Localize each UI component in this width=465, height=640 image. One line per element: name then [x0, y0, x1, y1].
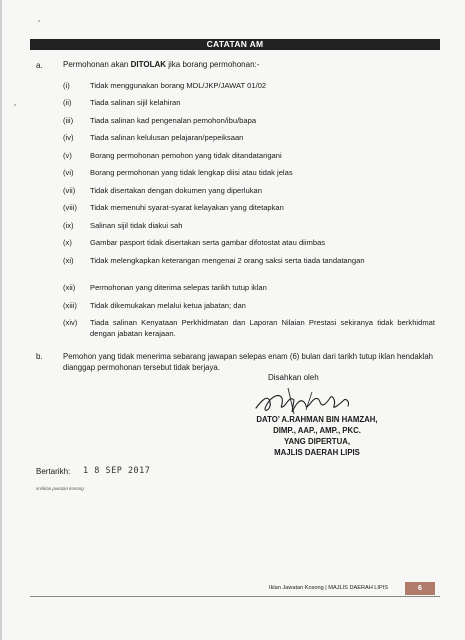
- item-number: (xiii): [63, 301, 77, 310]
- section-b-text: Pemohon yang tidak menerima sebarang jawapan selepas enam (6) bulan dari tarikh tutup iklan hendaklah dianggap permohonan tersebut tidak berjaya.: [63, 352, 433, 372]
- section-a-intro: [63, 60, 259, 69]
- scan-edge: [0, 0, 2, 640]
- item-text: Tiada salinan kelulusan pelajaran/pepeiksaan: [90, 133, 244, 142]
- scan-speck: [14, 104, 16, 106]
- signatory-name: DATO’ A.RAHMAN BIN HAMZAH,: [256, 415, 378, 424]
- verified-by-label: Disahkan oleh: [268, 373, 319, 382]
- signatory-org: MAJLIS DAERAH LIPIS: [274, 448, 360, 457]
- date-stamp: 1 8 SEP 2017: [83, 466, 151, 476]
- item-text: Gambar pasport tidak disertakan serta gambar difotostat atau diimbas: [90, 238, 326, 247]
- item-text: Tidak menggunakan borang MDL/JKP/JAWAT 01/02: [90, 81, 267, 90]
- signatory-block: [222, 414, 412, 458]
- footer-label: Iklan Jawatan Kosong | MAJLIS DAERAH LIPIS: [269, 585, 388, 591]
- item-number: (xii): [63, 283, 76, 292]
- item-text: Tiada salinan Kenyataan Perkhidmatan dan Laporan Nilaian Prestasi sekiranya tidak berkhidmat dengan jabatan kerajaan.: [90, 318, 435, 338]
- section-header: CATATAN AM: [30, 39, 440, 50]
- footer-divider: [30, 596, 440, 597]
- item-number: (vii): [63, 186, 76, 195]
- file-reference-note: sn/iklan jawatan kosong: [36, 486, 84, 491]
- intro-bold: DITOLAK: [130, 60, 167, 69]
- item-text: Salinan sijil tidak diakui sah: [90, 221, 183, 230]
- footer-text: [196, 582, 426, 595]
- item-number: (ix): [63, 221, 74, 230]
- item-number: (v): [63, 151, 72, 160]
- item-text: Tidak dikemukakan melalui ketua jabatan; dan: [90, 301, 246, 310]
- item-number: (iv): [63, 133, 74, 142]
- scan-speck: [38, 20, 40, 22]
- section-a-letter: a.: [36, 61, 43, 70]
- item-text: Tiada salinan sijil kelahiran: [90, 98, 181, 107]
- item-number: (x): [63, 238, 72, 247]
- item-text: Tiada salinan kad pengenalan pemohon/ibu/bapa: [90, 116, 257, 125]
- item-number: (i): [63, 81, 70, 90]
- page-number: 6: [405, 582, 435, 595]
- item-text: Permohonan yang diterima selepas tarikh tutup iklan: [90, 283, 267, 292]
- item-text: Tidak melengkapkan keterangan mengenai 2 orang saksi serta tiada tandatangan: [90, 256, 365, 265]
- item-number: (xi): [63, 256, 74, 265]
- date-label: Bertarikh:: [36, 467, 71, 476]
- item-number: (viii): [63, 203, 77, 212]
- intro-prefix: Permohonan akan: [63, 60, 131, 69]
- item-number: (iii): [63, 116, 74, 125]
- item-text: Tidak memenuhi syarat-syarat kelayakan yang ditetapkan: [90, 203, 284, 212]
- item-text: Borang permohonan pemohon yang tidak ditandatangani: [90, 151, 282, 160]
- signatory-titles: DIMP., AAP., AMP., PKC.: [273, 426, 361, 435]
- section-b-letter: b.: [36, 352, 43, 361]
- item-number: (vi): [63, 168, 74, 177]
- item-number: (ii): [63, 98, 72, 107]
- signatory-position: YANG DIPERTUA,: [284, 437, 350, 446]
- item-text: Tidak disertakan dengan dokumen yang diperlukan: [90, 186, 262, 195]
- intro-suffix: jika borang permohonan:-: [166, 60, 260, 69]
- item-number: (xiv): [63, 318, 78, 327]
- item-text: Borang permohonan yang tidak lengkap diisi atau tidak jelas: [90, 168, 293, 177]
